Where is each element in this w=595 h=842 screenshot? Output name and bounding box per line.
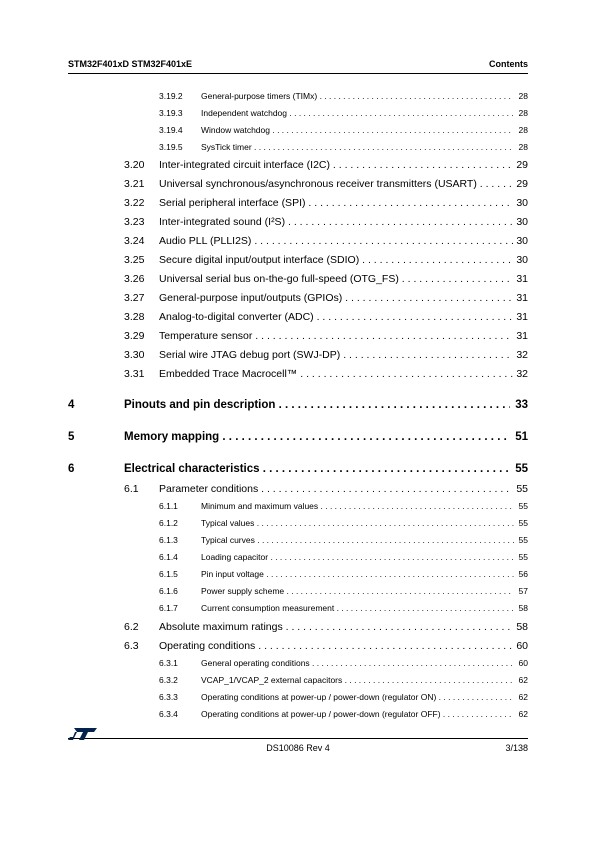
toc-entry-title[interactable] bbox=[159, 349, 513, 361]
toc-entry-number: 3.19.4 bbox=[159, 125, 183, 135]
toc-entry-title[interactable] bbox=[201, 603, 514, 613]
toc-entry[interactable] bbox=[0, 431, 528, 447]
toc-entry-number: 3.21 bbox=[124, 178, 145, 190]
toc-entry[interactable] bbox=[0, 197, 528, 211]
toc-entry-title-text: Window watchdog bbox=[201, 125, 270, 135]
toc-entry[interactable] bbox=[0, 178, 528, 192]
toc-entry-title-text: Pinouts and pin description bbox=[124, 399, 276, 411]
toc-entry-title-text: Temperature sensor bbox=[159, 330, 253, 342]
toc-entry-number: 6.1.3 bbox=[159, 535, 178, 545]
toc-entry-title[interactable] bbox=[201, 518, 514, 528]
toc-entry[interactable] bbox=[0, 349, 528, 363]
toc-entry-page: 31 bbox=[516, 311, 528, 323]
toc-entry-number: 3.24 bbox=[124, 235, 145, 247]
toc-entry-title[interactable] bbox=[201, 501, 514, 511]
toc-entry-title[interactable] bbox=[159, 235, 513, 247]
toc-entry-number: 3.29 bbox=[124, 330, 145, 342]
toc-entry-number: 3.19.3 bbox=[159, 108, 183, 118]
toc-entry-title-text: Universal serial bus on-the-go full-speed (OTG_FS) bbox=[159, 273, 399, 285]
toc-entry-title-text: Inter-integrated circuit interface (I2C) bbox=[159, 159, 330, 171]
toc-entry[interactable] bbox=[0, 709, 528, 723]
toc-entry-title[interactable] bbox=[159, 216, 513, 228]
toc-entry-title[interactable] bbox=[201, 709, 514, 719]
toc-entry-number: 4 bbox=[68, 399, 75, 411]
toc-entry-title[interactable] bbox=[201, 142, 514, 152]
toc-entry-title-text: Typical values bbox=[201, 518, 255, 528]
toc-entry-number: 5 bbox=[68, 431, 75, 443]
toc-entry-number: 6.2 bbox=[124, 621, 139, 633]
page-number: 3/138 bbox=[505, 743, 528, 753]
toc-entry-title[interactable] bbox=[124, 463, 510, 475]
toc-entry-title[interactable] bbox=[159, 483, 513, 495]
document-title: STM32F401xD STM32F401xE bbox=[68, 59, 193, 69]
toc-entry-page: 31 bbox=[516, 330, 528, 342]
toc-entry-title-text: General-purpose timers (TIMx) bbox=[201, 91, 318, 101]
toc-entry-page: 51 bbox=[515, 431, 528, 443]
toc-entry-title-text: Serial peripheral interface (SPI) bbox=[159, 197, 306, 209]
toc-entry-number: 6.3.4 bbox=[159, 709, 178, 719]
toc-entry[interactable] bbox=[0, 108, 528, 122]
toc-entry[interactable] bbox=[0, 483, 528, 497]
toc-entry-title[interactable] bbox=[201, 675, 514, 685]
toc-entry-title-text: Parameter conditions bbox=[159, 483, 259, 495]
toc-entry-number: 3.31 bbox=[124, 368, 145, 380]
toc-entry-number: 6.1.6 bbox=[159, 586, 178, 596]
toc-entry-number: 6.3.3 bbox=[159, 692, 178, 702]
toc-entry-title-text: Inter-integrated sound (I²S) bbox=[159, 216, 286, 228]
toc-entry-title-text: General-purpose input/outputs (GPIOs) bbox=[159, 292, 343, 304]
toc-entry-title[interactable] bbox=[201, 586, 514, 596]
toc-entry-title-text: Analog-to-digital converter (ADC) bbox=[159, 311, 314, 323]
toc-entry-number: 6.3.2 bbox=[159, 675, 178, 685]
toc-entry-title-text: Current consumption measurement bbox=[201, 603, 335, 613]
toc-entry-page: 29 bbox=[516, 159, 528, 171]
toc-entry-page: 30 bbox=[516, 254, 528, 266]
toc-entry-number: 3.26 bbox=[124, 273, 145, 285]
toc-entry-number: 6.1.5 bbox=[159, 569, 178, 579]
toc-entry-number: 6.1 bbox=[124, 483, 139, 495]
toc-entry-title-text: Typical curves bbox=[201, 535, 255, 545]
toc-entry-title-text: Embedded Trace Macrocell™ bbox=[159, 368, 298, 380]
toc-entry[interactable] bbox=[0, 216, 528, 230]
toc-entry-number: 3.22 bbox=[124, 197, 145, 209]
toc-entry[interactable] bbox=[0, 142, 528, 156]
toc-entry-page: 62 bbox=[518, 709, 528, 719]
toc-entry-page: 33 bbox=[515, 399, 528, 411]
document-id: DS10086 Rev 4 bbox=[266, 743, 330, 753]
toc-entry-page: 55 bbox=[516, 483, 528, 495]
toc-entry-title[interactable] bbox=[159, 197, 513, 209]
toc-entry-title[interactable] bbox=[201, 125, 514, 135]
toc-entry-page: 32 bbox=[516, 349, 528, 361]
toc-entry[interactable] bbox=[0, 569, 528, 583]
toc-entry-number: 6.1.7 bbox=[159, 603, 178, 613]
toc-entry-title-text: Independent watchdog bbox=[201, 108, 288, 118]
st-logo-icon bbox=[68, 727, 98, 741]
toc-entry[interactable] bbox=[0, 399, 528, 415]
toc-entry[interactable] bbox=[0, 91, 528, 105]
toc-entry[interactable] bbox=[0, 368, 528, 382]
page-footer bbox=[68, 738, 528, 755]
toc-entry-title-text: Electrical characteristics bbox=[124, 463, 260, 475]
toc-entry-page: 60 bbox=[516, 640, 528, 652]
toc-entry[interactable] bbox=[0, 501, 528, 515]
toc-entry[interactable] bbox=[0, 159, 528, 173]
page-header bbox=[68, 57, 528, 74]
toc-entry-number: 3.19.2 bbox=[159, 91, 183, 101]
toc-entry[interactable] bbox=[0, 463, 528, 479]
toc-entry-page: 55 bbox=[518, 535, 528, 545]
toc-entry[interactable] bbox=[0, 518, 528, 532]
toc-entry-title-text: Audio PLL (PLLI2S) bbox=[159, 235, 252, 247]
toc-entry-title[interactable] bbox=[201, 108, 514, 118]
toc-entry-page: 30 bbox=[516, 235, 528, 247]
toc-entry-title[interactable] bbox=[159, 292, 513, 304]
toc-entry-title[interactable] bbox=[159, 621, 513, 633]
toc-entry-title-text: General operating conditions bbox=[201, 658, 310, 668]
toc-entry-title[interactable] bbox=[201, 692, 514, 702]
toc-entry[interactable] bbox=[0, 292, 528, 306]
toc-entry[interactable] bbox=[0, 692, 528, 706]
toc-entry-page: 60 bbox=[518, 658, 528, 668]
toc-entry-title[interactable] bbox=[124, 431, 510, 443]
toc-entry[interactable] bbox=[0, 273, 528, 287]
toc-entry-title[interactable] bbox=[124, 399, 510, 411]
toc-entry-number: 3.28 bbox=[124, 311, 145, 323]
toc-entry-number: 6.3 bbox=[124, 640, 139, 652]
toc-entry-title[interactable] bbox=[201, 569, 514, 579]
toc-entry-page: 32 bbox=[516, 368, 528, 380]
toc-entry[interactable] bbox=[0, 311, 528, 325]
toc-entry-page: 31 bbox=[516, 273, 528, 285]
toc-entry[interactable] bbox=[0, 254, 528, 268]
toc-entry-title[interactable] bbox=[159, 330, 513, 342]
toc-entry-page: 55 bbox=[515, 463, 528, 475]
toc-entry-page: 57 bbox=[518, 586, 528, 596]
toc-entry[interactable] bbox=[0, 675, 528, 689]
toc-entry-page: 31 bbox=[516, 292, 528, 304]
toc-entry-title-text: Absolute maximum ratings bbox=[159, 621, 283, 633]
toc-entry-number: 6.1.2 bbox=[159, 518, 178, 528]
toc-entry-title[interactable] bbox=[159, 178, 513, 190]
toc-entry-title-text: Pin input voltage bbox=[201, 569, 264, 579]
toc-entry-title-text: Loading capacitor bbox=[201, 552, 269, 562]
toc-entry[interactable] bbox=[0, 235, 528, 249]
toc-entry-number: 6.3.1 bbox=[159, 658, 178, 668]
toc-entry-title-text: VCAP_1/VCAP_2 external capacitors bbox=[201, 675, 343, 685]
toc-entry-page: 28 bbox=[518, 125, 528, 135]
toc-entry-number: 3.27 bbox=[124, 292, 145, 304]
toc-entry-title-text: Serial wire JTAG debug port (SWJ-DP) bbox=[159, 349, 341, 361]
toc-entry-title[interactable] bbox=[201, 552, 514, 562]
toc-entry-page: 28 bbox=[518, 91, 528, 101]
toc-entry-page: 30 bbox=[516, 216, 528, 228]
toc-entry-page: 62 bbox=[518, 675, 528, 685]
toc-entry-page: 55 bbox=[518, 518, 528, 528]
toc-entry[interactable] bbox=[0, 658, 528, 672]
toc-entry-page: 58 bbox=[516, 621, 528, 633]
toc-entry-page: 30 bbox=[516, 197, 528, 209]
toc-entry-title[interactable] bbox=[159, 273, 513, 285]
toc-entry-title-text: Power supply scheme bbox=[201, 586, 285, 596]
toc-entry-title-text: Secure digital input/output interface (SDIO) bbox=[159, 254, 360, 266]
toc-entry[interactable] bbox=[0, 125, 528, 139]
toc-entry[interactable] bbox=[0, 603, 528, 617]
toc-entry-title[interactable] bbox=[159, 254, 513, 266]
toc-entry-title-text: Universal synchronous/asynchronous receiver transmitters (USART) bbox=[159, 178, 477, 190]
toc-entry-number: 6 bbox=[68, 463, 75, 475]
toc-entry[interactable] bbox=[0, 330, 528, 344]
toc-entry-title[interactable] bbox=[159, 159, 513, 171]
toc-entry-title[interactable] bbox=[159, 640, 513, 652]
toc-entry-page: 28 bbox=[518, 108, 528, 118]
toc-entry-title-text: Operating conditions at power-up / power-down (regulator ON) bbox=[201, 692, 437, 702]
toc-entry-page: 29 bbox=[516, 178, 528, 190]
toc-entry-page: 56 bbox=[518, 569, 528, 579]
toc-entry-title-text: SysTick timer bbox=[201, 142, 252, 152]
toc-entry-number: 3.19.5 bbox=[159, 142, 183, 152]
toc-entry[interactable] bbox=[0, 586, 528, 600]
toc-entry-title[interactable] bbox=[201, 91, 514, 101]
toc-entry-number: 3.25 bbox=[124, 254, 145, 266]
toc-entry-page: 62 bbox=[518, 692, 528, 702]
toc-entry[interactable] bbox=[0, 640, 528, 654]
toc-entry[interactable] bbox=[0, 621, 528, 635]
toc-entry-number: 6.1.4 bbox=[159, 552, 178, 562]
toc-entry-page: 55 bbox=[518, 501, 528, 511]
toc-entry-number: 6.1.1 bbox=[159, 501, 178, 511]
toc-entry-title[interactable] bbox=[201, 658, 514, 668]
toc-entry-title[interactable] bbox=[159, 368, 513, 380]
toc-entry-number: 3.30 bbox=[124, 349, 145, 361]
toc-entry-number: 3.23 bbox=[124, 216, 145, 228]
toc-entry-title-text: Operating conditions at power-up / power-down (regulator OFF) bbox=[201, 709, 441, 719]
toc-entry-page: 58 bbox=[518, 603, 528, 613]
toc-entry-number: 3.20 bbox=[124, 159, 145, 171]
section-name: Contents bbox=[489, 59, 528, 69]
toc-entry-page: 28 bbox=[518, 142, 528, 152]
toc-entry-title-text: Memory mapping bbox=[124, 431, 220, 443]
toc-entry-title-text: Operating conditions bbox=[159, 640, 256, 652]
toc-entry[interactable] bbox=[0, 535, 528, 549]
toc-entry-title-text: Minimum and maximum values bbox=[201, 501, 319, 511]
toc-entry-title[interactable] bbox=[159, 311, 513, 323]
toc-entry[interactable] bbox=[0, 552, 528, 566]
toc-entry-title[interactable] bbox=[201, 535, 514, 545]
toc-entry-page: 55 bbox=[518, 552, 528, 562]
